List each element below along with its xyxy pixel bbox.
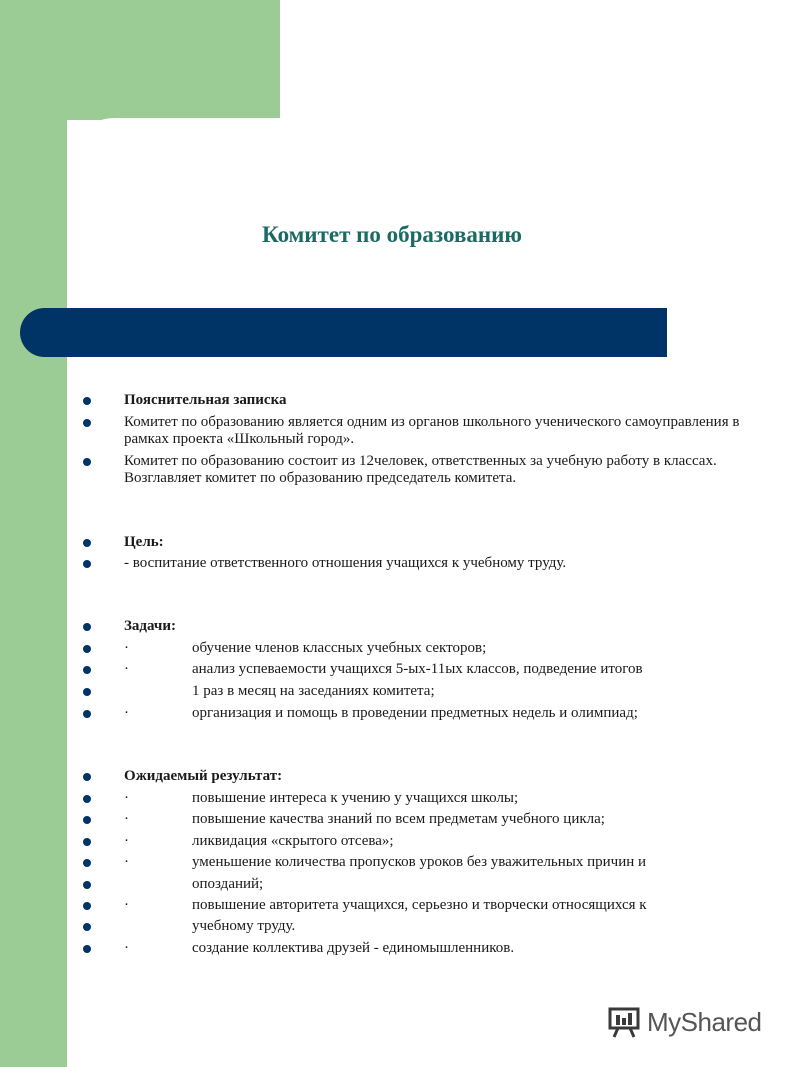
item-text: Ожидаемый результат: [124, 768, 283, 784]
list-item [124, 392, 764, 409]
list-item [124, 640, 764, 657]
bullet-dot [83, 945, 91, 953]
bullet-dot [83, 623, 91, 631]
bullet-dot [83, 838, 91, 846]
list-item [124, 414, 764, 448]
item-text: Задачи: [124, 618, 177, 634]
item-text: повышение интереса к учению у учащихся школы; [192, 790, 519, 806]
item-text: создание коллектива друзей - единомышленников. [192, 940, 515, 956]
item-text: Комитет по образованию является одним из органов школьного ученического самоуправления в рамках проекта «Школьный город». [124, 414, 740, 447]
bullet-dot [83, 710, 91, 718]
item-mark: · [124, 640, 129, 656]
top-green-block [0, 0, 280, 120]
list-item [124, 683, 764, 700]
list-item [124, 555, 764, 572]
list-item [124, 618, 764, 635]
list-item [124, 833, 764, 850]
bullet-dot [83, 859, 91, 867]
bullet-dot [83, 419, 91, 427]
list-item [124, 534, 764, 551]
bullet-dot [83, 645, 91, 653]
item-text: повышение авторитета учащихся, серьезно и творчески относящихся к [192, 897, 647, 913]
bullet-dot [83, 923, 91, 931]
item-mark: · [124, 661, 129, 677]
list-item [124, 661, 764, 678]
bullet-dot [83, 539, 91, 547]
item-text: 1 раз в месяц на заседаниях комитета; [192, 683, 435, 699]
item-text: Пояснительная записка [124, 392, 287, 408]
bullet-dot [83, 881, 91, 889]
item-text: обучение членов классных учебных секторов; [192, 640, 487, 656]
list-item [124, 705, 764, 722]
bullet-dot [83, 560, 91, 568]
item-mark: · [124, 811, 129, 827]
item-text: ликвидация «скрытого отсева»; [192, 833, 394, 849]
bullet-dot [83, 688, 91, 696]
list-item [124, 897, 764, 914]
bullet-dot [83, 397, 91, 405]
list-item [124, 918, 764, 935]
item-mark: · [124, 940, 129, 956]
item-mark: · [124, 790, 129, 806]
item-text: опозданий; [192, 876, 264, 892]
bullet-dot [83, 773, 91, 781]
item-mark: · [124, 897, 129, 913]
presentation-board-icon [607, 1005, 641, 1039]
bullet-dot [83, 795, 91, 803]
list-item [124, 790, 764, 807]
item-mark: · [124, 705, 129, 721]
slide-title: Комитет по образованию [262, 222, 522, 247]
list-item [124, 854, 764, 871]
item-text: организация и помощь в проведении предметных недель и олимпиад; [192, 705, 638, 721]
list-item [124, 940, 764, 957]
list-item [124, 768, 764, 785]
list-item [124, 876, 764, 893]
item-mark: · [124, 833, 129, 849]
item-text: Цель: [124, 534, 164, 550]
item-text: Комитет по образованию состоит из 12человек, ответственных за учебную работу в классах. Возглавляет комитет по образованию председатель комитета. [124, 453, 717, 486]
item-mark: · [124, 854, 129, 870]
item-text: анализ успеваемости учащихся 5-ых-11ых классов, подведение итогов [192, 661, 643, 677]
watermark-brand: MyShared [647, 1006, 762, 1037]
bullet-dot [83, 666, 91, 674]
list-item [124, 453, 764, 487]
bullet-dot [83, 902, 91, 910]
item-text: учебному труду. [192, 918, 296, 934]
item-text: - воспитание ответственного отношения учащихся к учебному труду. [124, 555, 567, 571]
bullet-dot [83, 458, 91, 466]
left-green-band [0, 0, 67, 1067]
item-text: повышение качества знаний по всем предметам учебного цикла; [192, 811, 605, 827]
item-text: уменьшение количества пропусков уроков без уважительных причин и [192, 854, 647, 870]
title-bar [20, 308, 667, 357]
bullet-dot [83, 816, 91, 824]
watermark [607, 1004, 762, 1040]
list-item [124, 811, 764, 828]
